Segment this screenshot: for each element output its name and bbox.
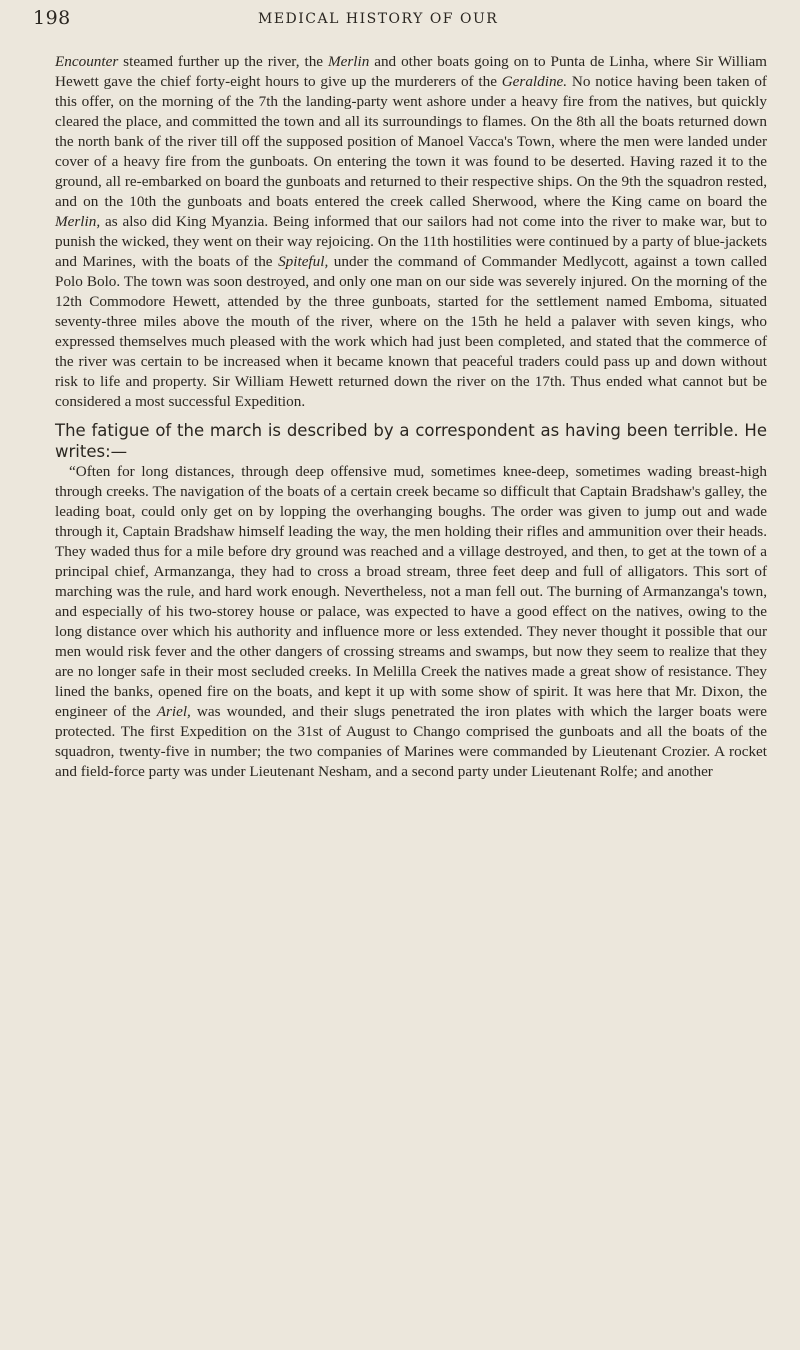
text-run: steamed further up the river, the [118, 53, 328, 70]
italic-ship-name: Ariel, [156, 703, 191, 720]
italic-ship-name: Merlin [327, 53, 370, 70]
paragraph-correspondent-intro: The fatigue of the march is described by a correspondent as having been terrible. He writes:— [55, 421, 767, 461]
text-run: as also did King Myanzia. Being informed that our sailors had not come into the river to make war, but to punish the wicked, they went on their way rejoicing. On the 11th hostilities were continued by a party of blue-jackets and Marines, with the boats of the [55, 213, 767, 270]
text-run: under the command of Commander Medlycott, against a town called Polo Bolo. The town was soon destroyed, and only one man on our side was severely injured. On the morning of the 12th Commodore Hewett, attended by the three gunboats, started for the settlement named Emboma, situated seventy-three miles above the mouth of the river, where on the 15th he held a palaver with seven kings, who expressed themselves much pleased with the work which had just been completed, and stated that the commerce of the river was certain to be increased when it became known that peaceful traders could pass up and down without risk to life and property. Sir William Hewett returned down the river on the 17th. Thus ended what cannot but be considered a most successful Expedition. [55, 253, 767, 410]
running-header: MEDICAL HISTORY OF OUR [258, 11, 499, 27]
page-number: 198 [33, 7, 71, 29]
text-run: “Often for long distances, through deep offensive mud, sometimes knee-deep, sometimes wading breast-high through creeks. The navigation of the boats of a certain creek became so difficult that Captain Bradshaw's galley, the leading boat, could only get on by lopping the overhanging boughs. The order was given to jump out and wade through it, Captain Bradshaw himself leading the way, the men holding their rifles and ammunition over their heads. They waded thus for a mile before dry ground was reached and a village destroyed, and then, to get at the town of a principal chief, Armanzanga, they had to cross a broad stream, three feet deep and full of alligators. This sort of marching was the rule, and hard work enough. Nevertheless, not a man fell out. The burning of Armanzanga's town, and especially of his two-storey house or palace, was expected to have a good effect on the natives, owing to the long distance over which his authority and influence more or less extended. They never thought it possible that our men would risk fever and the other dangers of crossing streams and swamps, but now they seem to realize that they are no longer safe in their most secluded creeks. In Melilla Creek the natives made a great show of resistance. They lined the banks, opened fire on the boats, and kept it up with some show of spirit. It was here that Mr. Dixon, the engineer of the [55, 463, 767, 720]
paragraph-expedition-narrative [55, 52, 767, 412]
text-run: No notice having been taken of this offer, on the morning of the 7th the landing-party went ashore under a heavy fire from the natives, but quickly cleared the place, and committed the town and all its surroundings to flames. On the 8th all the boats returned down the north bank of the river till off the supposed position of Manoel Vacca's Town, where the men were landed under cover of a heavy fire from the gunboats. On entering the town it was found to be deserted. Having razed it to the ground, all re-embarked on board the gunboats and returned to their respective ships. On the 9th the squadron rested, and on the 10th the gunboats and boats entered the creek called Sherwood, where the King came on board the [55, 73, 767, 210]
italic-ship-name: Merlin, [55, 213, 101, 230]
paragraph-correspondent-quote [55, 462, 767, 782]
body-text [55, 52, 767, 782]
italic-ship-name: Spiteful, [278, 253, 329, 270]
italic-ship-name: Encounter [55, 53, 119, 70]
text-run: and other boats going on to Punta de Linha, where Sir William Hewett gave the chief forty-eight hours to give up the murderers of the [55, 53, 767, 90]
text-run: was wounded, and their slugs penetrated the iron plates with which the larger boats were protected. The first Expedition on the 31st of August to Chango comprised the gunboats and all the boats of the squadron, twenty-five in number; the two companies of Marines were commanded by Lieutenant Crozier. A rocket and field-force party was under Lieutenant Nesham, and a second party under Lieutenant Rolfe; and another [55, 703, 767, 780]
italic-ship-name: Geraldine. [501, 73, 568, 90]
